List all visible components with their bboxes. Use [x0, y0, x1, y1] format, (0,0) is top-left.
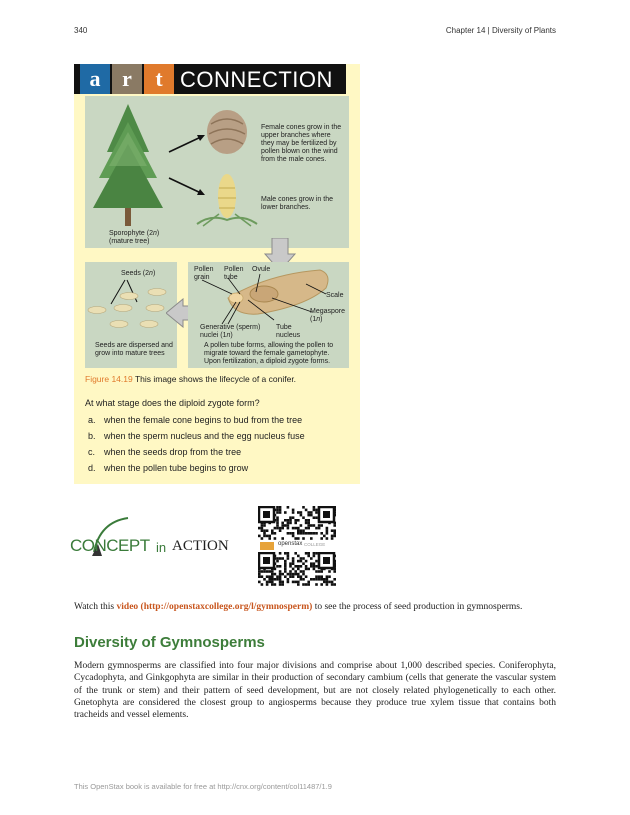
male-cones-label: Male cones grow in the lower branches.: [261, 196, 333, 211]
concept-in-action-logo: [70, 512, 240, 562]
figure-number: Figure 14.19: [85, 374, 133, 384]
page-number: 340: [74, 26, 88, 35]
female-cones-label: Female cones grow in the upper branches where they may be fertilized by pollen blown on the wind from the male cones.: [261, 124, 342, 163]
section-title: Diversity of Gymnosperms: [74, 634, 265, 651]
generative-nuclei-label: Generative (sperm) nuclei (1n): [200, 324, 261, 339]
diagram-seeds-box: [85, 262, 177, 368]
openstax-logo-icon: [260, 542, 274, 550]
diagram-tree-box: [85, 96, 349, 248]
option-b: b. when the sperm nucleus and the egg nucleus fuse: [88, 431, 305, 441]
pollen-tube-forms-label: A pollen tube forms, allowing the pollen to migrate toward the female gametophyte. Upon fertilization, a diploid zygote forms.: [204, 342, 334, 365]
art-connection-banner: [74, 64, 346, 94]
banner-word: CONNECTION: [180, 67, 333, 92]
openstax-brand: openstax COLLEGE: [258, 540, 336, 552]
pollen-grain-label: Pollen grain: [194, 266, 214, 281]
section-paragraph: Modern gymnosperms are classified into four major divisions and comprise about 1,000 described species. Coniferophyta, Cycadophyta, and Ginkgophyta are similar in their production of secondary cambium (cells that generate the vascular system of the trunk or stem) and their pattern of seed development, but are not closely related phylogenetically to each other. Gnetophyta are considered the closest group to angiosperms because they produce true xylem tissue that contains both tracheids and vessel elements.: [74, 661, 556, 721]
conifer-tree-illustration: [85, 96, 349, 248]
scale-label: Scale: [326, 292, 344, 299]
qr-code-block[interactable]: [258, 506, 336, 586]
seeds-dispersed-label: Seeds are dispersed and grow into mature trees: [95, 342, 173, 357]
tube-nucleus-label: Tube nucleus: [276, 324, 301, 339]
megaspore-label: Megaspore (1n): [310, 308, 346, 323]
figure-caption-text: This image shows the lifecycle of a conifer.: [132, 374, 297, 384]
option-a: a. when the female cone begins to bud from the tree: [88, 415, 303, 425]
qr-code-icon-2: [258, 552, 336, 586]
qr-code-icon: [258, 506, 336, 540]
figure-caption: [85, 374, 355, 384]
diagram-pollen-box: [188, 262, 349, 368]
ovule-label: Ovule: [252, 266, 271, 273]
seeds-label: Seeds (2n): [121, 270, 156, 277]
option-d: d. when the pollen tube begins to grow: [88, 463, 249, 473]
banner-letter-t: t: [144, 64, 174, 94]
question-text: At what stage does the diploid zygote form?: [85, 398, 260, 408]
option-c: c. when the seeds drop from the tree: [88, 447, 242, 457]
banner-letter-a: a: [80, 64, 110, 94]
watch-video-line: Watch this video (http://openstaxcollege.org/l/gymnosperm) to see the process of seed production in gymnosperms.: [74, 602, 523, 612]
banner-letter-r: r: [112, 64, 142, 94]
chapter-heading: Chapter 14 | Diversity of Plants: [445, 26, 556, 35]
pollen-tube-label: Pollen tube: [224, 266, 244, 281]
concept-word: CONCEPT: [70, 536, 150, 555]
in-word: in: [156, 540, 167, 555]
sporophyte-label: Sporophyte (2n) (mature tree): [109, 230, 160, 245]
footer-note: This OpenStax book is available for free at http://cnx.org/content/col11487/1.9: [74, 782, 332, 791]
video-link[interactable]: video (http://openstaxcollege.org/l/gymnosperm): [116, 602, 313, 612]
action-word: ACTION: [172, 538, 229, 554]
